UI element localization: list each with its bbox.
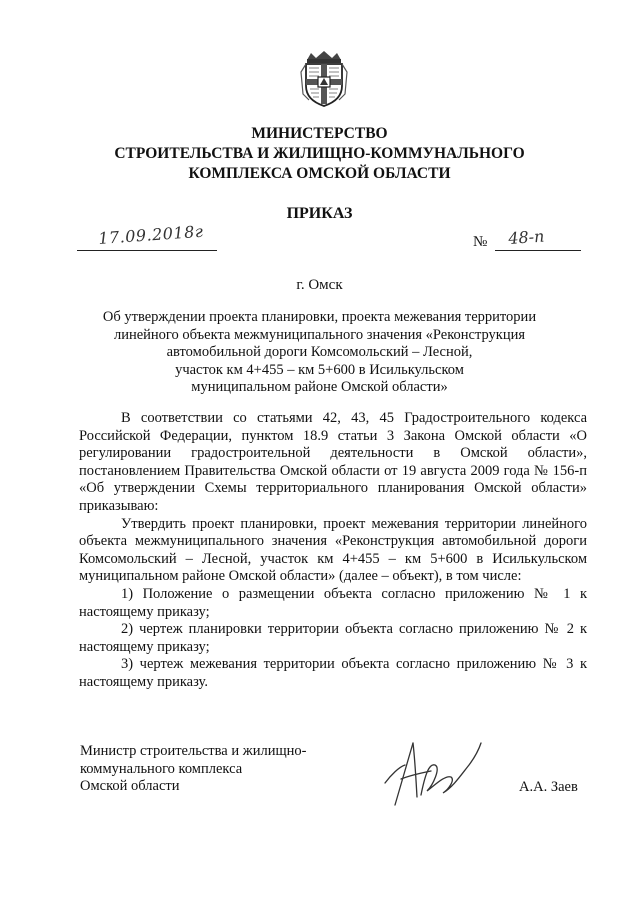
title-line-4: участок км 4+455 – км 5+600 в Исилькульском xyxy=(175,361,464,378)
title-line-1: Об утверждении проекта планировки, проекта межевания территории xyxy=(102,309,537,325)
date-underline xyxy=(77,250,217,251)
title-line-2: линейного объекта межмуниципального значения «Реконструкция xyxy=(113,326,526,343)
list-item-2: 2) чертеж планировки территории объекта согласно приложению № 2 к настоящему приказу; xyxy=(79,621,587,655)
signer-position-line-1: Министр строительства и жилищно- xyxy=(80,743,307,759)
handwritten-signature-icon xyxy=(365,735,485,810)
ministry-line-2: СТРОИТЕЛЬСТВА И ЖИЛИЩНО-КОММУНАЛЬНОГО xyxy=(114,145,525,162)
title-line-5: муниципальном районе Омской области» xyxy=(191,379,448,395)
title-line-3: автомобильной дороги Комсомольский – Лесной, xyxy=(166,344,473,360)
order-body xyxy=(79,410,587,692)
order-date-handwritten: 17.09.2018г xyxy=(97,221,204,248)
order-number-field xyxy=(473,226,583,253)
number-sign: № xyxy=(473,234,488,250)
document-type-heading: ПРИКАЗ xyxy=(286,205,353,222)
list-item-1: 1) Положение о размещении объекта согласно приложению № 1 к настоящему приказу; xyxy=(79,585,587,620)
number-underline xyxy=(495,250,581,251)
signer-position-line-2: коммунального комплекса xyxy=(80,760,243,777)
coat-of-arms-icon xyxy=(299,50,349,108)
signer-position xyxy=(80,743,306,796)
city-line: г. Омск xyxy=(296,277,343,293)
list-item-3: 3) чертеж межевания территории объекта согласно приложению № 3 к настоящему приказу. xyxy=(79,656,587,690)
order-title xyxy=(60,309,579,397)
signer-position-line-3: Омской области xyxy=(80,778,180,795)
order-date-field xyxy=(77,221,217,253)
signer-name: А.А. Заев xyxy=(519,779,578,795)
ministry-line-3: КОМПЛЕКСА ОМСКОЙ ОБЛАСТИ xyxy=(188,165,451,182)
preamble-paragraph: В соответствии со статьями 42, 43, 45 Градостроительного кодекса Российской Федерации, пунктом 18.9 статьи 3 Закона Омской области «О регулировании градостроительной деятельности в Омской области», постановлением Правительства Омской области от 19 августа 2009 года № 156-п «Об утверждении Схемы территориального планирования Омской области» приказываю: xyxy=(79,410,587,514)
ministry-heading xyxy=(40,124,599,184)
order-paragraph: Утвердить проект планировки, проект межевания территории линейного объекта межмуниципального значения «Реконструкция автомобильной дороги Комсомольский – Лесной, участок км 4+455 – км 5+600 в Исилькульском муниципальном районе Омской области» (далее – объект), в том числе: xyxy=(79,515,587,585)
order-number-handwritten: 48-п xyxy=(507,226,545,248)
ministry-line-1: МИНИСТЕРСТВО xyxy=(251,125,388,142)
